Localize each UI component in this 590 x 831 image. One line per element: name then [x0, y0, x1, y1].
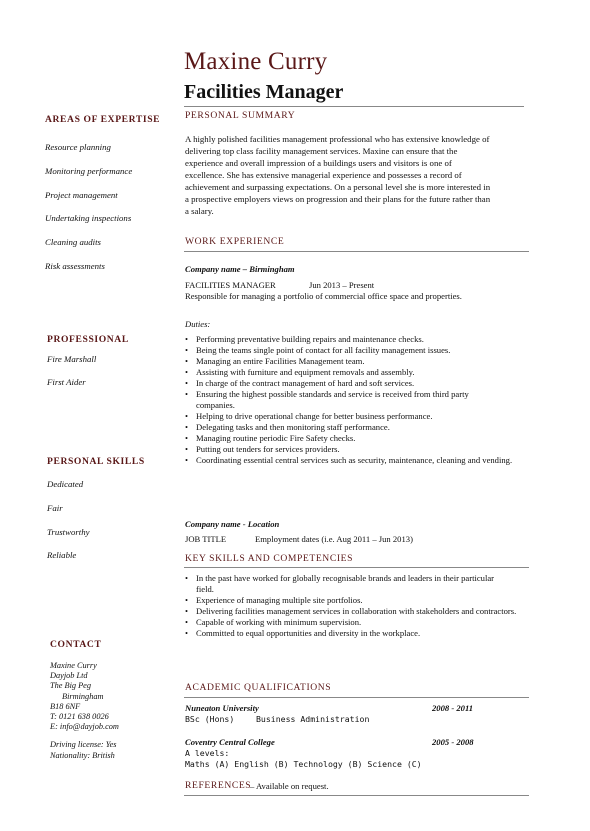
contact-heading: CONTACT	[50, 639, 102, 650]
contact-email: E: info@dayjob.com	[50, 722, 119, 732]
professional-item: Fire Marshall	[47, 354, 97, 364]
role-1-title: FACILITIES MANAGER	[185, 280, 276, 290]
list-item: • Helping to drive operational change for better business performance.	[185, 411, 530, 422]
personal-summary-text	[185, 133, 535, 217]
education-divider	[184, 697, 529, 698]
skills-divider	[184, 567, 529, 568]
work-divider	[184, 251, 529, 252]
summary-line: delivering top class facility management services. Maxine can ensure that the	[185, 146, 458, 156]
summary-line: a prospective employers views on progression and their plans for the future rather than	[185, 194, 491, 204]
candidate-name: Maxine Curry	[184, 48, 328, 75]
role-1-description: Responsible for managing a portfolio of commercial office space and properties.	[185, 291, 462, 301]
academic-qualifications-heading: ACADEMIC QUALIFICATIONS	[185, 682, 332, 693]
list-item: • Managing routine periodic Fire Safety checks.	[185, 433, 530, 444]
company-2-name: Company name - Location	[185, 519, 280, 529]
duties-label: Duties:	[185, 319, 211, 329]
list-item: • Performing preventative building repairs and maintenance checks.	[185, 334, 530, 345]
list-item: • Managing an entire Facilities Management team.	[185, 356, 530, 367]
professional-item: First Aider	[47, 377, 86, 387]
personal-skills-heading: PERSONAL SKILLS	[47, 456, 145, 467]
a-levels-grades: Maths (A) English (B) Technology (B) Science (C)	[185, 759, 422, 769]
list-item: • In charge of the contract management of hard and soft services.	[185, 378, 530, 389]
contact-postcode: B18 6NF	[50, 701, 81, 711]
references-text: – Available on request.	[250, 781, 329, 791]
contact-address-line: The Big Peg	[50, 681, 92, 691]
driving-license: Driving license: Yes	[50, 740, 117, 750]
list-item: • Ensuring the highest possible standards and service is received from third party companies.	[185, 389, 496, 411]
summary-line: a salary.	[185, 206, 214, 216]
company-1-name: Company name – Birmingham	[185, 264, 295, 274]
university-name: Nuneaton University	[185, 703, 259, 713]
expertise-item: Project management	[45, 190, 118, 200]
list-item: • Putting out tenders for services providers.	[185, 444, 530, 455]
college-dates: 2005 - 2008	[432, 737, 474, 747]
contact-spacer	[50, 732, 119, 740]
expertise-item: Monitoring performance	[45, 166, 133, 176]
areas-of-expertise-heading: AREAS OF EXPERTISE	[45, 114, 161, 125]
personal-skill-item: Trustworthy	[47, 527, 90, 537]
expertise-item: Cleaning audits	[45, 237, 101, 247]
personal-summary-heading: PERSONAL SUMMARY	[185, 110, 296, 121]
professional-heading: PROFESSIONAL	[47, 334, 129, 345]
role-2-title: JOB TITLE	[185, 534, 227, 544]
expertise-item: Risk assessments	[45, 261, 105, 271]
university-dates: 2008 - 2011	[432, 703, 474, 713]
job-title: Facilities Manager	[184, 81, 344, 103]
a-levels-label: A levels:	[185, 748, 230, 758]
summary-line: achievement and surpassing expectations. On a personal level she is more interested in	[185, 182, 491, 192]
contact-city: Birmingham	[62, 691, 104, 701]
role-1-dates: Jun 2013 – Present	[309, 280, 375, 290]
header-divider	[184, 106, 524, 107]
role-2-dates: Employment dates (i.e. Aug 2011 – Jun 2013)	[255, 534, 413, 544]
expertise-item: Resource planning	[45, 142, 111, 152]
work-experience-heading: WORK EXPERIENCE	[185, 236, 285, 247]
list-item: • Delegating tasks and then monitoring staff performance.	[185, 422, 530, 433]
list-item: • Committed to equal opportunities and diversity in the workplace.	[185, 628, 525, 639]
nationality: Nationality: British	[50, 750, 115, 760]
list-item: • Delivering facilities management services in collaboration with stakeholders and contractors.	[185, 606, 525, 617]
list-item: • Coordinating essential central services such as security, maintenance, cleaning and vending.	[185, 455, 531, 466]
list-item: • Being the teams single point of contact for all facility management issues.	[185, 345, 530, 356]
duties-list	[185, 334, 530, 466]
degree-subject: Business Administration	[256, 714, 370, 724]
expertise-item: Undertaking inspections	[45, 213, 132, 223]
contact-block	[50, 661, 119, 761]
list-item: • Assisting with furniture and equipment removals and assembly.	[185, 367, 530, 378]
degree: BSc (Hons)	[185, 714, 235, 724]
list-item: • Capable of working with minimum supervision.	[185, 617, 525, 628]
college-name: Coventry Central College	[185, 737, 275, 747]
contact-company: Dayjob Ltd	[50, 671, 88, 681]
list-item: • In the past have worked for globally recognisable brands and leaders in their particular field.	[185, 573, 511, 595]
personal-skill-item: Fair	[47, 503, 63, 513]
summary-line: A highly polished facilities management professional who has extensive knowledge of	[185, 134, 490, 144]
personal-skill-item: Dedicated	[47, 479, 84, 489]
references-heading: REFERENCES	[185, 780, 252, 791]
summary-line: experience and overall impression of a buildings users and visitors is one of	[185, 158, 452, 168]
summary-line: excellence. She has extensive managerial experience and possesses a record of	[185, 170, 462, 180]
personal-skill-item: Reliable	[47, 550, 77, 560]
key-skills-heading: KEY SKILLS AND COMPETENCIES	[185, 553, 354, 564]
list-item: • Experience of managing multiple site portfolios.	[185, 595, 525, 606]
contact-phone: T: 0121 638 0026	[50, 712, 109, 722]
references-divider	[184, 795, 529, 796]
contact-name: Maxine Curry	[50, 661, 97, 670]
key-skills-list	[185, 573, 525, 639]
